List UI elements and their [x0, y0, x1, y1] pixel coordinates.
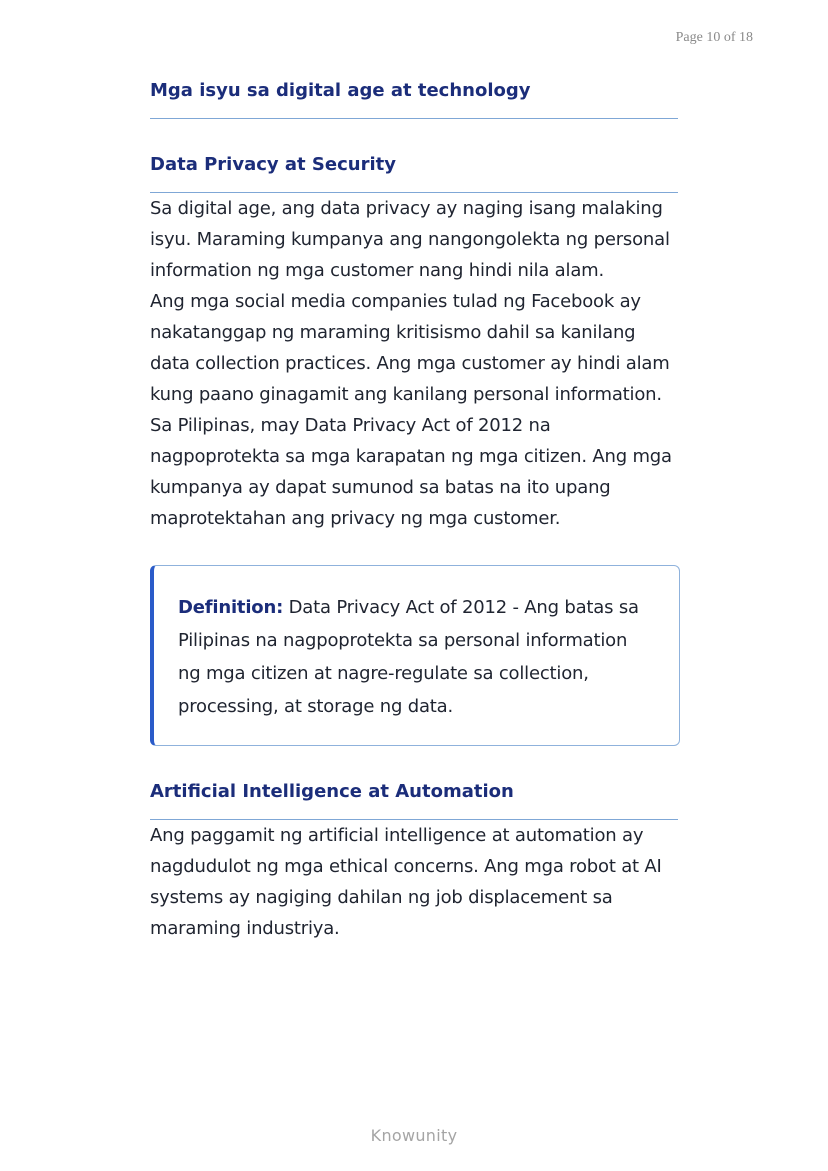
section-heading-digital-age: Mga isyu sa digital age at technology: [150, 78, 678, 119]
privacy-paragraph-2: Ang mga social media companies tulad ng Facebook ay nakatanggap ng maraming kritisismo dahil sa kanilang data collection practices. Ang mga customer ay hindi alam kung paano ginagamit ang kanilang personal information.: [150, 291, 670, 405]
document-content: [150, 78, 678, 944]
privacy-paragraph-3: Sa Pilipinas, may Data Privacy Act of 2012 na nagpoprotekta sa mga karapatan ng mga citizen. Ang mga kumpanya ay dapat sumunod sa batas na ito upang maprotektahan ang privacy ng mga customer.: [150, 415, 672, 529]
definition-label: Definition:: [178, 597, 284, 618]
section-heading-ai-automation: Artificial Intelligence at Automation: [150, 779, 678, 820]
definition-text: Data Privacy Act of 2012 - Ang batas sa Pilipinas na nagpoprotekta sa personal information ng mga citizen at nagre-regulate sa collection, processing, at storage ng data.: [178, 597, 639, 717]
page-number: Page 10 of 18: [675, 30, 753, 45]
definition-content: [178, 591, 655, 723]
privacy-paragraph-1: Sa digital age, ang data privacy ay naging isang malaking isyu. Maraming kumpanya ang nangongolekta ng personal information ng mga customer nang hindi nila alam.: [150, 198, 670, 281]
definition-box: [150, 565, 680, 746]
ai-paragraph: Ang paggamit ng artificial intelligence at automation ay nagdudulot ng mga ethical concerns. Ang mga robot at AI systems ay nagiging dahilan ng job displacement sa maraming industriya.: [150, 825, 662, 939]
footer-brand: Knowunity: [370, 1126, 458, 1145]
section-heading-data-privacy: Data Privacy at Security: [150, 152, 678, 193]
